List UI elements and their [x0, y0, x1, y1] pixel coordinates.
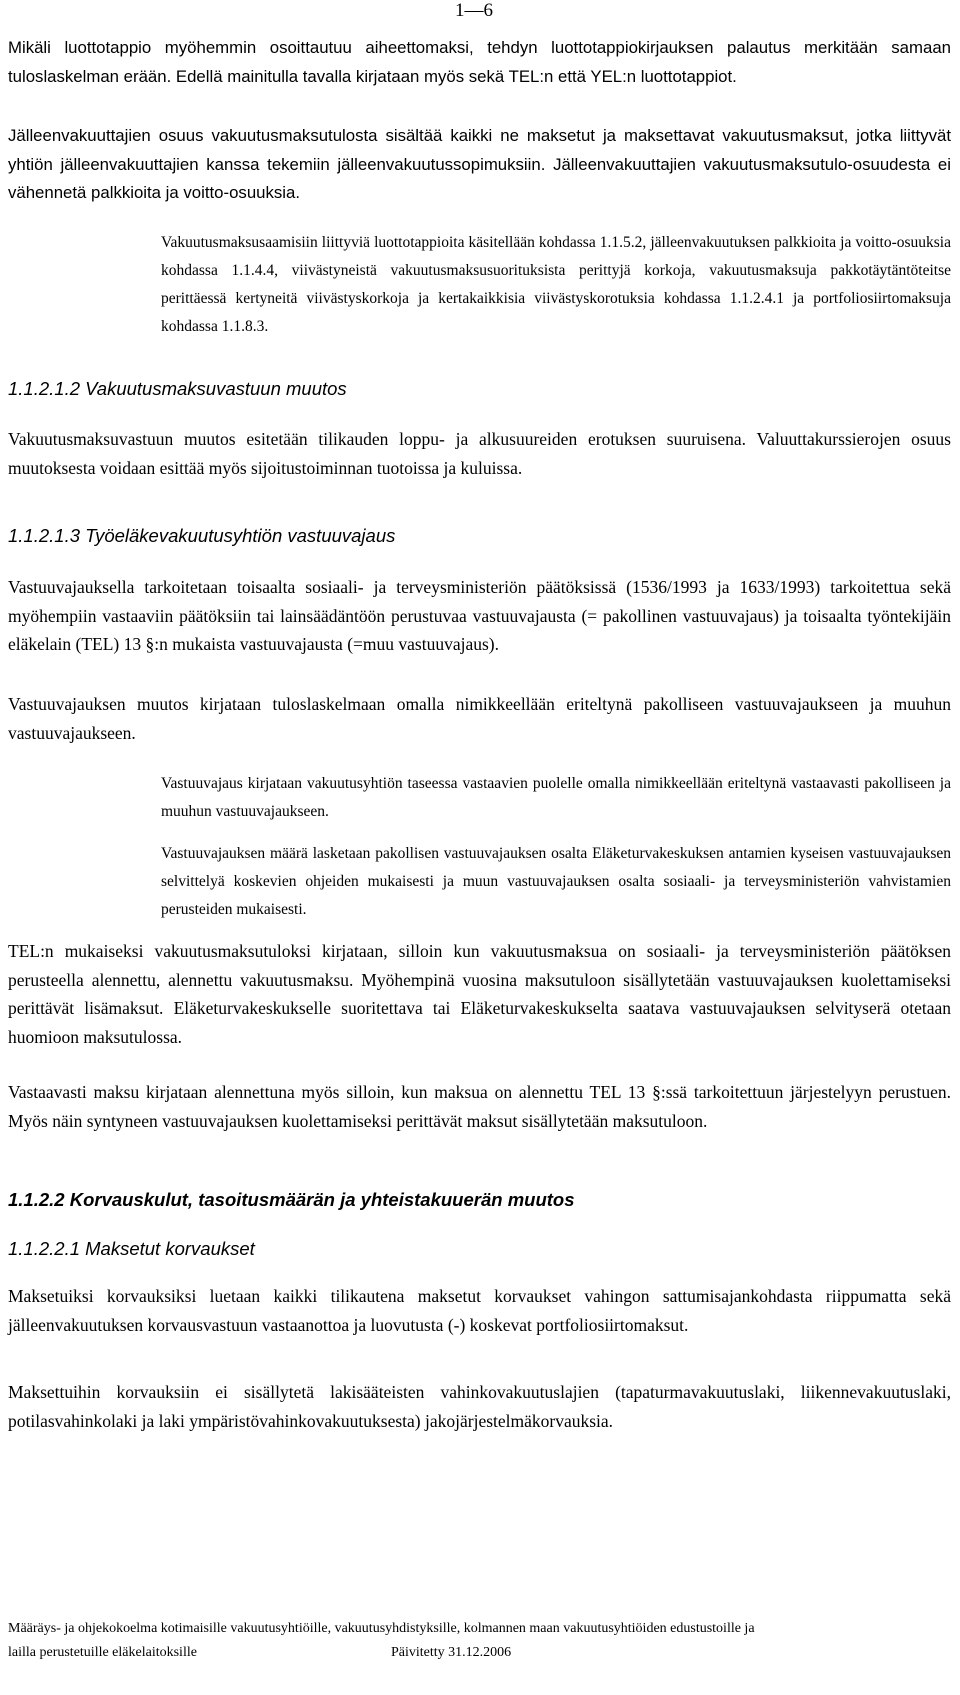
- section-heading-1-1-2-2-1: 1.1.2.2.1 Maksetut korvaukset: [8, 1238, 255, 1259]
- indented-note-deficit-calculation: Vastuuvajauksen määrä lasketaan pakollisen vastuuvajauksen osalta Eläketurvakeskuksen antamien kyseisen vastuuvajauksen selvittelyä koskevien ohjeiden mukaisesti ja muun vastuuvajauksen osalta sosiaali- ja terveysministeriön vahvistamien perusteiden mukaisesti.: [161, 845, 951, 918]
- page-number: 1—6: [455, 0, 493, 21]
- indented-note-references: Vakuutusmaksusaamisiin liittyviä luottotappioita käsitellään kohdassa 1.1.5.2, jälleenvakuutuksen palkkioita ja voitto-osuuksia kohdassa 1.1.4.4, viivästyneistä vakuutusmaksusuorituksista perittyjä korkoja, vakuutusmaksuja pakkotäytäntöteitse perittäessä kertyneitä viivästyskorkoja ja kertakaikkisia viivästyskorotuksia kohdassa 1.1.2.4.1 ja portfoliosiirtomaksuja kohdassa 1.1.8.3.: [161, 234, 951, 335]
- paragraph-reduced-premium: Vastaavasti maksu kirjataan alennettuna myös silloin, kun maksua on alennettu TEL 13 §:ssä tarkoitettuun järjestelyyn perustuen. Myös näin syntyneen vastuuvajauksen kuolettamiseksi perittävät maksut sisällytetään maksutuloon.: [8, 1082, 951, 1131]
- footer-updated-date: Päivitetty 31.12.2006: [391, 1645, 512, 1660]
- paragraph-deficit-definition: Vastuuvajauksella tarkoitetaan toisaalta sosiaali- ja terveysministeriön päätöksissä (1536/1993 ja 1633/1993) tarkoitettua sekä myöhempiin vastaaviin päätöksiin tai lainsäädäntöön perustuvaa vastuuvajausta (= pakollinen vastuuvajaus) ja toisaalta työntekijäin eläkelain (TEL) 13 §:n mukaista vastuuvajausta (=muu vastuuvajaus).: [8, 577, 951, 654]
- footer-collection-title: Määräys- ja ohjekokoelma kotimaisille vakuutusyhtiöille, vakuutusyhdistyksille, kolmannen maan vakuutusyhtiöiden edustustoille ja: [8, 1621, 755, 1636]
- paragraph-excluded-claims: Maksettuihin korvauksiin ei sisällytetä lakisääteisten vahinkovakuutuslajien (tapaturmavakuutuslaki, liikennevakuutuslaki, potilasvahinkolaki ja laki ympäristövahinkovakuutuksesta) jakojärjestelmäkorvauksia.: [8, 1382, 951, 1431]
- paragraph-paid-claims: Maksetuiksi korvauksiksi luetaan kaikki tilikautena maksetut korvaukset vahingon sattumisajankohdasta riippumatta sekä jälleenvakuutuksen korvausvastuun vastaanottoa ja luovutusta (-) koskevat portfoliosiirtomaksut.: [8, 1286, 951, 1335]
- paragraph-credit-loss-reversal: Mikäli luottotappio myöhemmin osoittautuu aiheettomaksi, tehdyn luottotappiokirjauksen palautus merkitään samaan tuloslaskelman erään. Edellä mainitulla tavalla kirjataan myös sekä TEL:n että YEL:n luottotappiot.: [8, 38, 951, 86]
- indented-note-balance-sheet: Vastuuvajaus kirjataan vakuutusyhtiön taseessa vastaavien puolelle omalla nimikkeellään eriteltynä vastaavasti pakolliseen ja muuhun vastuuvajaukseen.: [161, 775, 951, 820]
- section-heading-1-1-2-2: 1.1.2.2 Korvauskulut, tasoitusmäärän ja yhteistakuuerän muutos: [8, 1189, 575, 1210]
- paragraph-deficit-change: Vastuuvajauksen muutos kirjataan tuloslaskelmaan omalla nimikkeellään eriteltynä pakolliseen vastuuvajaukseen ja muuhun vastuuvajaukseen.: [8, 694, 951, 743]
- section-heading-1-1-2-1-2: 1.1.2.1.2 Vakuutusmaksuvastuun muutos: [8, 378, 347, 399]
- footer-pension-institutions: laillа perustetuille eläkelaitoksille: [8, 1645, 197, 1660]
- paragraph-tel-premium-income: TEL:n mukaiseksi vakuutusmaksutuloksi kirjataan, silloin kun vakuutusmaksua on sosiaali- ja terveysministeriön päätöksen perusteella alennettu, alennettu vakuutusmaksu. Myöhempinä vuosina maksutuloon sisällytetään vastuuvajauksen kuolettamiseksi perittävät lisämaksut. Eläketurvakeskukselle suoritettava tai Eläketurvakeskukselta saatava vastuuvajauksen selvityserä otetaan huomioon maksutulossa.: [8, 941, 951, 1047]
- section-heading-1-1-2-1-3: 1.1.2.1.3 Työeläkevakuutusyhtiön vastuuvajaus: [8, 525, 396, 546]
- paragraph-premium-liability-change: Vakuutusmaksuvastuun muutos esitetään tilikauden loppu- ja alkusuureiden erotuksen suuruisena. Valuuttakurssierojen osuus muutoksesta voidaan esittää myös sijoitustoiminnan tuotoissa ja kuluissa.: [8, 429, 951, 478]
- footer-line-2: [8, 1641, 951, 1665]
- paragraph-reinsurer-share: Jälleenvakuuttajien osuus vakuutusmaksutulosta sisältää kaikki ne maksetut ja maksettavat vakuutusmaksut, jotka liittyvät yhtiön jälleenvakuuttajien kanssa tekemiin jälleenvakuutussopimuksiin. Jälleenvakuuttajien vakuutusmaksutulo-osuudesta ei vähennetä palkkioita ja voitto-osuuksia.: [8, 126, 951, 202]
